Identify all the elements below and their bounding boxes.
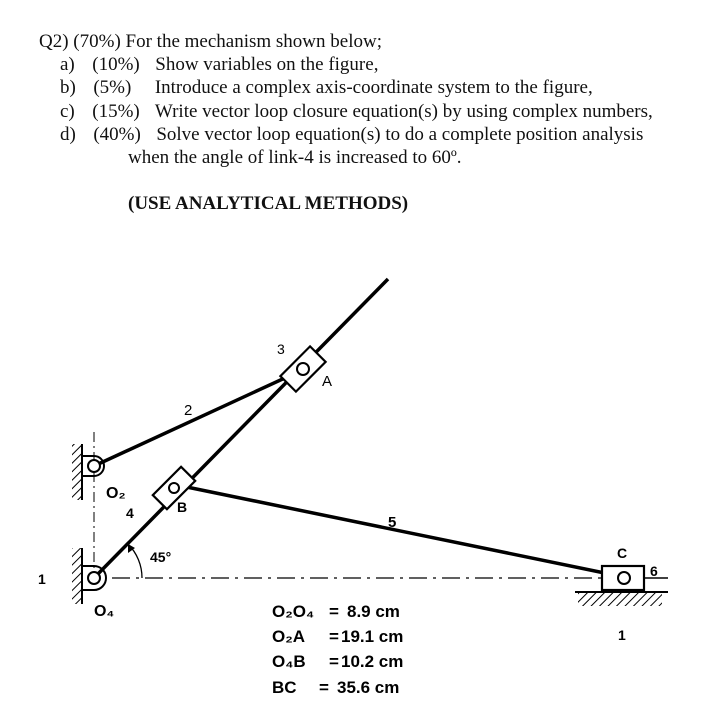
dimension-name: BC xyxy=(272,678,297,697)
dimension-value: 19.1 cm xyxy=(341,627,404,646)
dimension-equals: = xyxy=(329,627,339,646)
item-percent: (5%) xyxy=(93,77,132,98)
item-text: Write vector loop closure equation(s) by using complex numbers, xyxy=(154,101,653,122)
label-link-3: 3 xyxy=(277,341,285,357)
label-point-C: C xyxy=(617,545,628,561)
item-percent: (15%) xyxy=(92,101,140,122)
item-text: Show variables on the figure, xyxy=(155,54,379,75)
dimension-value: 8.9 cm xyxy=(347,602,400,621)
label-link-4: 4 xyxy=(126,505,134,521)
dimension-equals: = xyxy=(329,602,339,621)
method-note: (USE ANALYTICAL METHODS) xyxy=(128,193,409,214)
question-title: Q2) (70%) For the mechanism shown below; xyxy=(39,31,382,52)
dimension-value: 10.2 cm xyxy=(341,652,404,671)
item-tag: c) xyxy=(60,101,75,122)
dimension-list xyxy=(272,602,403,697)
link-2 xyxy=(94,371,300,466)
dimension-equals: = xyxy=(329,652,339,671)
label-link-5: 5 xyxy=(388,514,397,531)
slider-ground-hatch xyxy=(578,593,662,606)
item-percent: (10%) xyxy=(92,54,140,75)
item-tag: b) xyxy=(60,77,76,98)
label-ground-left: 1 xyxy=(38,571,46,587)
slider-block-3 xyxy=(280,346,325,391)
item-tag: d) xyxy=(60,124,76,145)
label-angle: 45° xyxy=(150,549,172,565)
item-percent: (40%) xyxy=(93,124,141,145)
link-5 xyxy=(177,485,624,577)
link-4 xyxy=(94,279,388,578)
item-tag: a) xyxy=(60,54,75,75)
dimension-name: O₄B xyxy=(272,652,306,671)
question-item-d-continuation: when the angle of link-4 is increased to 60º. xyxy=(128,147,462,168)
slider-block-6 xyxy=(602,566,668,590)
dimension-equals: = xyxy=(319,678,329,697)
ground-O2 xyxy=(72,444,104,500)
pivot-O4-joint xyxy=(88,572,100,584)
dimension-value: 35.6 cm xyxy=(337,678,400,697)
pivot-O2-joint xyxy=(88,460,100,472)
slider-block-B xyxy=(153,467,195,509)
dimension-name: O₂O₄ xyxy=(272,602,315,621)
item-text: Solve vector loop equation(s) to do a complete position analysis xyxy=(156,124,644,145)
label-O2: O₂ xyxy=(106,485,126,502)
label-link-6: 6 xyxy=(650,563,658,579)
item-text: Introduce a complex axis-coordinate system to the figure, xyxy=(154,77,593,98)
label-point-B: B xyxy=(177,499,188,515)
label-link-2: 2 xyxy=(184,402,193,419)
dimension-name: O₂A xyxy=(272,627,306,646)
label-point-A: A xyxy=(322,373,333,390)
label-ground-right: 1 xyxy=(618,627,626,643)
label-O4: O₄ xyxy=(94,603,115,620)
